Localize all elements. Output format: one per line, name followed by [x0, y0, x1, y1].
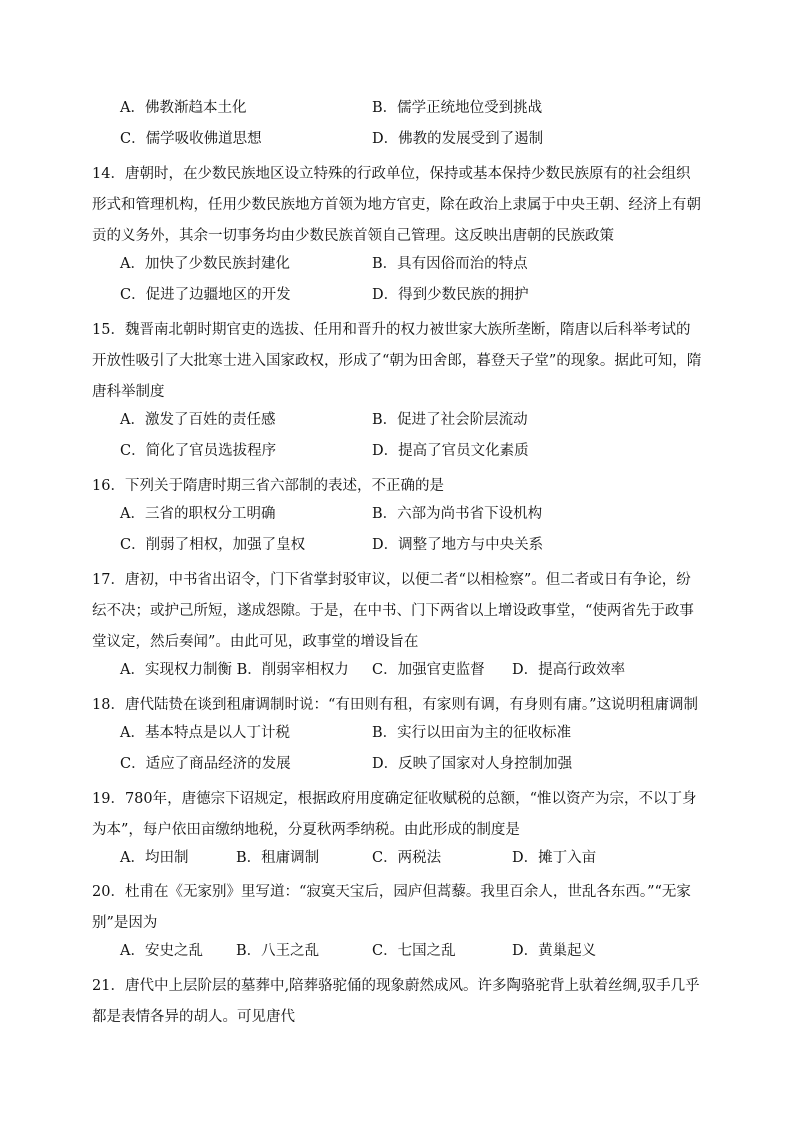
q19-option-d[interactable]: D．摊丁入亩	[512, 850, 597, 866]
q17-stem: 17．唐初，中书省出诏令，门下省掌封驳审议，以便二者“以相检察”。但二者或日有争论，纷纭不决；或护己所短，遂成怨隙。于是，在中书、门下两省以上增设政事堂，“使两省先于政事堂议定，然后奏闻”。由此可见，政事堂的增设旨在	[92, 572, 694, 650]
q13-option-d[interactable]: D．佛教的发展受到了遏制	[372, 131, 544, 147]
q16-option-b[interactable]: B．六部为尚书省下设机构	[372, 506, 543, 522]
q18-option-c[interactable]: C．适应了商品经济的发展	[120, 756, 291, 772]
q20-option-d[interactable]: D．黄巢起义	[512, 943, 597, 959]
q14-option-a[interactable]: A．加快了少数民族封建化	[120, 256, 290, 272]
q13-option-a[interactable]: A．佛教渐趋本土化	[120, 100, 247, 116]
q13-option-b[interactable]: B．儒学正统地位受到挑战	[372, 100, 543, 116]
q15-option-b[interactable]: B．促进了社会阶层流动	[372, 412, 528, 428]
q14-stem: 14．唐朝时，在少数民族地区设立特殊的行政单位，保持或基本保持少数民族原有的社会组织形式和管理机构，任用少数民族地方首领为地方官吏，除在政治上隶属于中央王朝、经济上有朝贡的义务外，其余一切事务均由少数民族首领自己管理。这反映出唐朝的民族政策	[92, 166, 701, 244]
q16-stem: 16．下列关于隋唐时期三省六部制的表述，不正确的是	[92, 478, 444, 494]
q15-option-a[interactable]: A．激发了百姓的责任感	[120, 412, 276, 428]
q19-option-c[interactable]: C．两税法	[372, 850, 442, 866]
q14-option-c[interactable]: C．促进了边疆地区的开发	[120, 287, 291, 303]
q20-stem: 20．杜甫在《无家别》里写道：“寂寞天宝后，园庐但蒿藜。我里百余人，世乱各东西。”“无家别”是因为	[92, 884, 691, 931]
q21-stem: 21．唐代中上层阶层的墓葬中,陪葬骆驼俑的现象蔚然成风。许多陶骆驼背上驮着丝绸,驭手几乎都是表情各异的胡人。可见唐代	[92, 978, 700, 1025]
q19-option-a[interactable]: A．均田制	[120, 850, 189, 866]
q16-option-a[interactable]: A．三省的职权分工明确	[120, 506, 276, 522]
q15-option-d[interactable]: D．提高了官员文化素质	[372, 443, 529, 459]
q17-option-c[interactable]: C．加强官吏监督	[372, 662, 485, 678]
q16-option-c[interactable]: C．削弱了相权，加强了皇权	[120, 537, 306, 553]
q14-option-b[interactable]: B．具有因俗而治的特点	[372, 256, 528, 272]
q18-option-b[interactable]: B．实行以田亩为主的征收标准	[372, 725, 572, 741]
q17-option-ab[interactable]: A．实现权力制衡 B．削弱宰相权力	[120, 662, 349, 678]
q19-option-b[interactable]: B．租庸调制	[236, 850, 320, 866]
q19-stem: 19．780年，唐德宗下诏规定，根据政府用度确定征收赋税的总额，“惟以资产为宗，不以丁身为本”，每户依田亩缴纳地税，分夏秋两季纳税。由此形成的制度是	[92, 791, 697, 838]
q15-option-c[interactable]: C．简化了官员选拔程序	[120, 443, 277, 459]
q18-option-a[interactable]: A．基本特点是以人丁计税	[120, 725, 290, 741]
q13-option-c[interactable]: C．儒学吸收佛道思想	[120, 131, 262, 147]
q14-option-d[interactable]: D．得到少数民族的拥护	[372, 287, 529, 303]
q20-option-b[interactable]: B．八王之乱	[236, 943, 320, 959]
q15-stem: 15．魏晋南北朝时期官吏的选拔、任用和晋升的权力被世家大族所垄断，隋唐以后科举考试的开放性吸引了大批寒士进入国家政权，形成了“朝为田舍郎，暮登天子堂”的现象。据此可知，隋唐科举制度	[92, 322, 702, 400]
q16-option-d[interactable]: D．调整了地方与中央关系	[372, 537, 544, 553]
q20-option-c[interactable]: C．七国之乱	[372, 943, 456, 959]
q18-stem: 18．唐代陆贽在谈到租庸调制时说：“有田则有租，有家则有调，有身则有庸。”这说明租庸调制	[92, 697, 699, 713]
q17-option-d[interactable]: D．提高行政效率	[512, 662, 626, 678]
q18-option-d[interactable]: D．反映了国家对人身控制加强	[372, 756, 573, 772]
q20-option-a[interactable]: A．安史之乱	[120, 943, 203, 959]
